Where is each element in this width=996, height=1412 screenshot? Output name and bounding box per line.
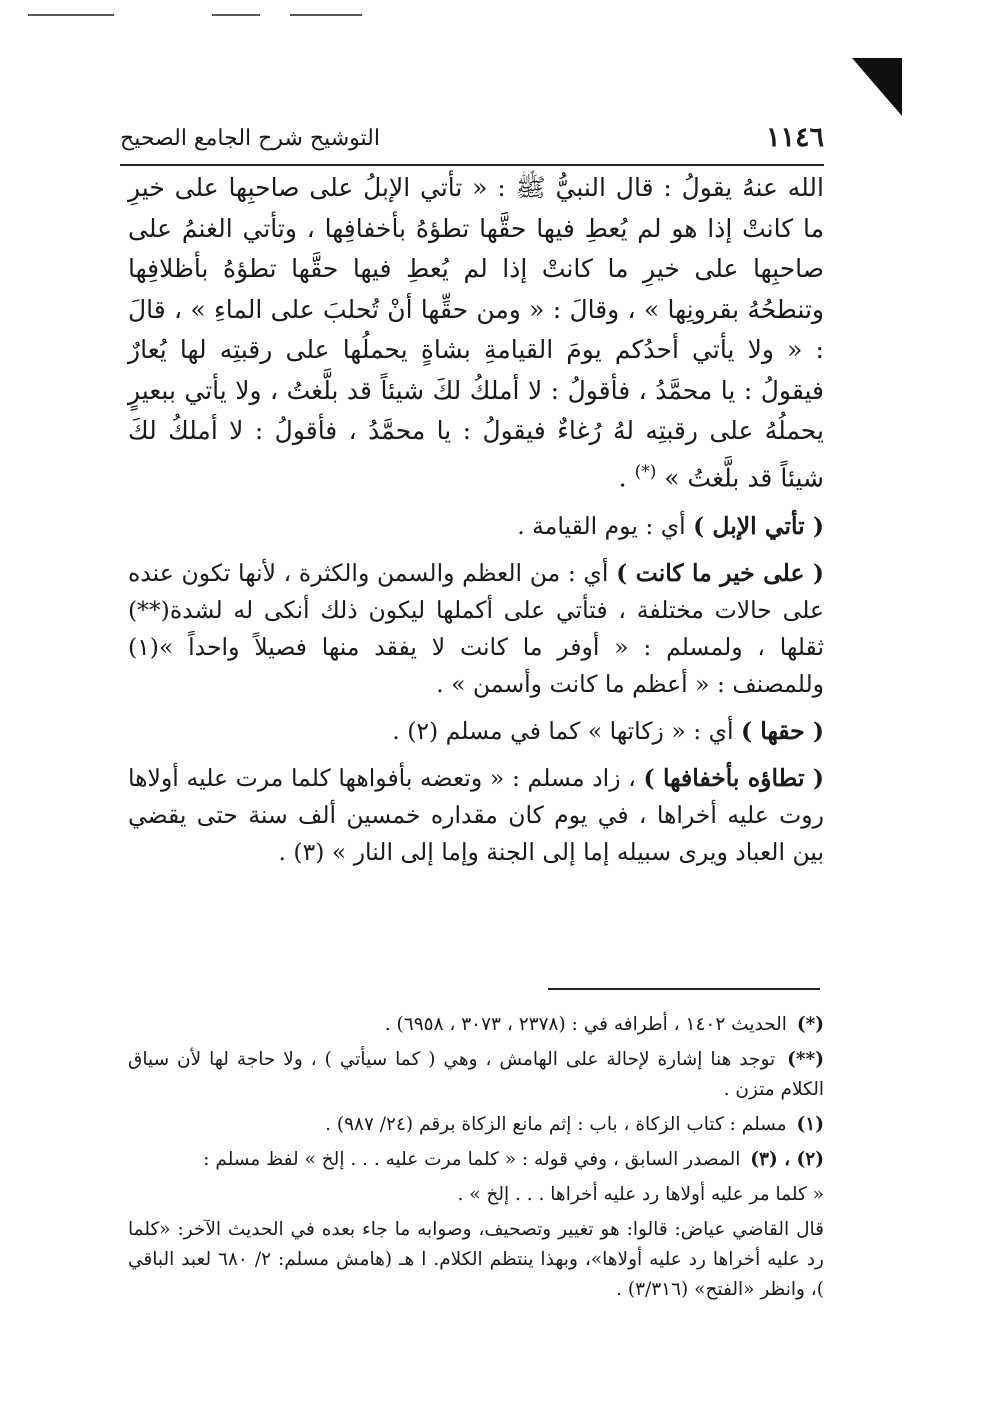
hadith-body: الله عنهُ يقولُ : قال النبيُّ ﷺ : « تأتي الإبلُ على صاحبِها على خيرِ ما كانتْ إذا هو لم يُعطِ فيها حقَّها تطؤهُ بأخفافِها ، وتأتي الغنمُ على صاحبِها على خيرِ ما كانتْ إذا لم يُعطِ فيها حقَّها تطؤهُ بأظلافِها وتنطحُهُ بقرونِها » ، وقالَ : « ومن حقِّها أنْ تُحلبَ على الماءِ » ، قالَ : « ولا يأتي أحدُكم يومَ القيامةِ بشاةٍ يحملُها على رقبتِه لها يُعارٌ فيقولُ : يا محمَّدُ ، فأقولُ : لا أملكُ لكَ شيئاً قد بلَّغتُ ، ولا يأتي ببعيرٍ يحملُهُ على رقبتِه لهُ رُغاءٌ فيقولُ : يا محمَّدُ ، فأقولُ : لا أملكُ لكَ شيئاً قد بلَّغتُ » <box>128 173 824 492</box>
footnote-text: مسلم : كتاب الزكاة ، باب : إثم مانع الزكاة برقم (٢٤/ ٩٨٧) . <box>325 1114 787 1135</box>
main-text <box>128 168 824 871</box>
commentary-paragraph <box>128 555 824 703</box>
footnote-separator <box>548 988 820 990</box>
commentary-keyword: ( تأتي الإبل ) <box>693 512 824 541</box>
commentary-text: أي : من العظم والسمن والكثرة ، لأنها تكون عنده على حالات مختلفة ، فتأتي على أكملها ليكون ذلك أنكى له لشدة(**) ثقلها ، ولمسلم : « أوفر ما كانت لا يفقد منها فصيلاً واحداً »(١) وللمصنف : « أعظم ما كانت وأسمن » . <box>128 559 824 699</box>
scan-mark <box>212 14 260 16</box>
footnote-label: (*) <box>796 1014 824 1035</box>
commentary-keyword: ( على خير ما كانت ) <box>616 559 824 588</box>
scan-mark <box>290 14 362 16</box>
commentary-paragraph <box>128 713 824 750</box>
running-head <box>120 118 824 166</box>
scan-mark <box>28 14 114 16</box>
footnote-label: (١) <box>796 1114 824 1135</box>
commentary-text: أي : « زكاتها » كما في مسلم (٢) . <box>392 717 741 746</box>
commentary-paragraph <box>128 508 824 545</box>
footnote <box>128 1110 824 1140</box>
commentary-keyword: ( حقها ) <box>740 717 824 746</box>
footnote <box>128 1010 824 1040</box>
hadith-text <box>128 168 824 498</box>
footnote-label: (٢) ، (٣) <box>750 1149 824 1170</box>
hadith-end: . <box>618 462 627 492</box>
footnote <box>128 1045 824 1105</box>
footnote-label: (**) <box>787 1049 824 1070</box>
page-number: ١١٤٦ <box>765 122 824 153</box>
footnote-text: توجد هنا إشارة لإحالة على الهامش ، وهي ( كما سيأتي ) ، ولا حاجة لها لأن سياق الكلام متزن . <box>128 1049 824 1100</box>
footnote-quote: « كلما مر عليه أولاها رد عليه أخراها . . . إلخ » . <box>457 1184 824 1205</box>
commentary-keyword: ( تطاؤه بأخفافها ) <box>643 764 824 793</box>
corner-marker <box>852 58 902 116</box>
commentary-text: ، زاد مسلم : « وتعضه بأفواهها كلما مرت عليه أولاها روت عليه أخراها ، في يوم كان مقداره خمسين ألف سنة حتى يقضي بين العباد ويرى سبيله إما إلى الجنة وإما إلى النار » (٣) . <box>128 764 824 867</box>
book-title: التوشيح شرح الجامع الصحيح <box>120 126 380 151</box>
footnote <box>128 1145 824 1175</box>
footnotes <box>128 1010 824 1310</box>
commentary-paragraph <box>128 760 824 871</box>
commentary-text: أي : يوم القيامة . <box>517 512 694 541</box>
footnote-note: قال القاضي عياض: قالوا: هو تغيير وتصحيف، وصوابه ما جاء بعده في الحديث الآخر: «كلما رد عليه أخراها رد عليه أولاها»، وبهذا ينتظم الكلام. ا هـ (هامش مسلم: ٢/ ٦٨٠ لعبد الباقي )، وانظر «الفتح» (٣/٣١٦) . <box>128 1219 824 1300</box>
footnote-text: الحديث ١٤٠٢ ، أطرافه في : (٢٣٧٨ ، ٣٠٧٣ ، ٦٩٥٨) . <box>384 1014 787 1035</box>
hadith-marker: (*) <box>634 461 657 482</box>
footnote-text: المصدر السابق ، وفي قوله : « كلما مرت عليه . . . إلخ » لفظ مسلم : <box>203 1149 741 1170</box>
